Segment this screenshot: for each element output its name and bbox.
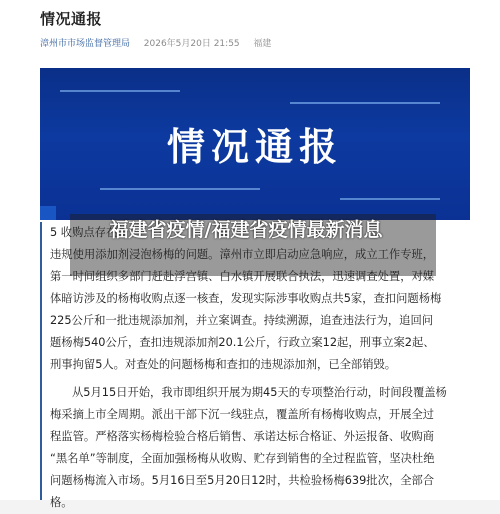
body-line: 体暗访涉及的杨梅收购点逐一核查，发现实际涉事收购点共5家，查扣问题杨梅	[50, 292, 442, 305]
banner-corner	[40, 206, 56, 220]
caption-overlay-text: 福建省疫情/福建省疫情最新消息	[109, 219, 383, 241]
body-line: 第一时间组织多部门赶赴浮宫镇、白水镇开展联合执法，迅速调查处置，对媒	[50, 270, 435, 283]
banner-streak	[340, 198, 440, 200]
content-rule	[40, 222, 42, 500]
body-line: 题杨梅540公斤，查扣违规添加剂20.1公斤，行政立案12起，刑事立案2起、	[50, 336, 435, 349]
article-title: 情况通报	[40, 10, 103, 28]
publish-location: 福建	[253, 39, 272, 49]
banner-streak	[60, 90, 180, 92]
banner-image	[40, 68, 470, 220]
banner-title: 情况通报	[166, 125, 343, 169]
banner-streak	[100, 188, 260, 190]
article-meta	[40, 36, 271, 49]
publisher-link[interactable]: 漳州市市场监督管理局	[40, 39, 131, 49]
body-line: 从5月15日开始，我市即组织开展为期45天的专项整治行动，时间段覆盖杨	[72, 386, 447, 399]
body-line: “黑名单”等制度，全面加强杨梅从收购、贮存到销售的全过程监管，坚决杜绝	[50, 452, 435, 465]
body-line: 格。	[50, 496, 73, 509]
body-line: 违规使用添加剂浸泡杨梅的问题。漳州市立即启动应急响应，成立工作专班，	[50, 248, 435, 261]
body-line: 刑事拘留5人。对查处的问题杨梅和查扣的违规添加剂，已全部销毁。	[50, 358, 397, 371]
body-line: 梅采摘上市全周期。派出干部下沉一线驻点，覆盖所有杨梅收购点，开展全过	[50, 408, 435, 421]
body-line: 5 收购点存在	[50, 226, 118, 239]
publish-datetime: 2026年5月20日 21:55	[143, 39, 240, 49]
body-line: 问题杨梅流入市场。5月16日至5月20日12时，共检验杨梅639批次，全部合	[50, 474, 435, 487]
body-line: 程监管。严格落实杨梅检验合格后销售、承诺达标合格证、外运报备、收购商	[50, 430, 435, 443]
body-line: 225公斤和一批违规添加剂，并立案调查。持续溯源，追查违法行为，追回问	[50, 314, 434, 327]
banner-streak	[290, 102, 440, 104]
